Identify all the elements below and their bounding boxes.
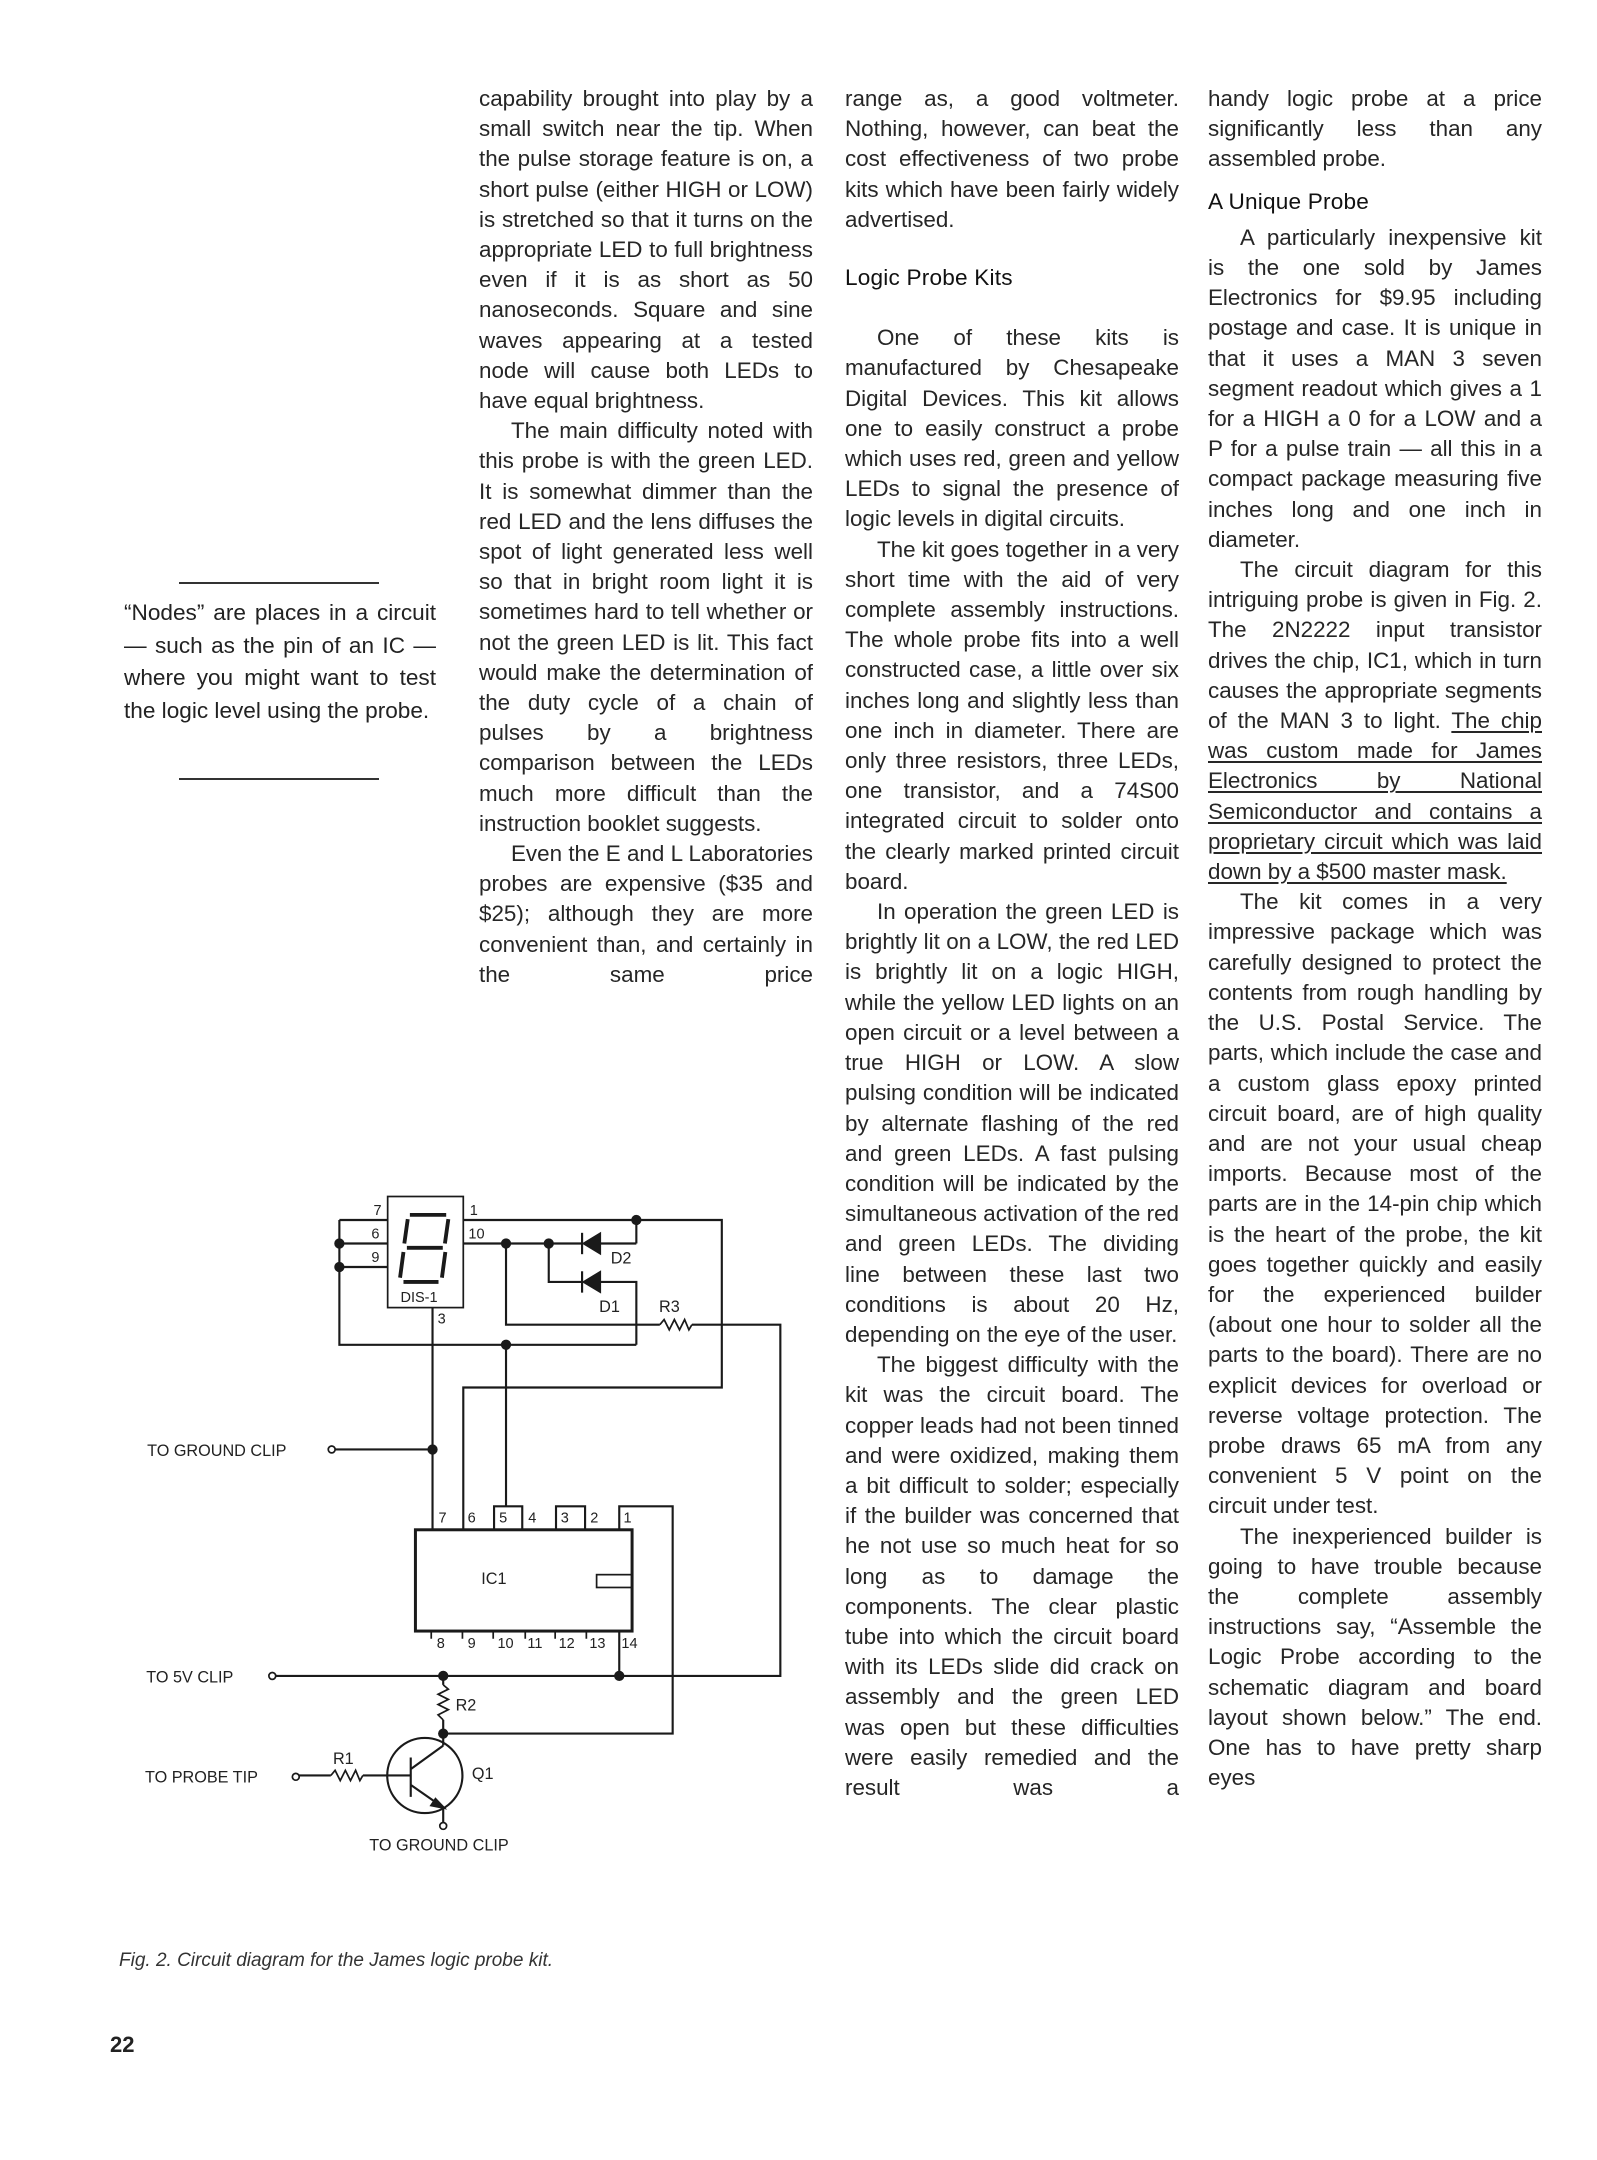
ground-clip-label: TO GROUND CLIP [369,1836,509,1855]
ic1-chip [415,1530,632,1631]
paragraph: range as, a good voltmeter. Nothing, however, can beat the cost effectiveness of two probe kits which have been fairly widely advertised. [845,86,1179,232]
figure-caption: Fig. 2. Circuit diagram for the James logic probe kit. [119,1950,554,1971]
section-heading: A Unique Probe [1208,188,1370,214]
paragraph: The inexperienced builder is going to have trouble because the complete assembly instructions say, “Assemble the Logic Probe according to the schematic diagram and board layout shown below.” The end. One has to have pretty sharp eyes [1208,1523,1542,1791]
ic-pin: 14 [621,1636,638,1653]
probe-tip-label: TO PROBE TIP [144,1768,258,1787]
pin-label: 9 [371,1249,380,1266]
text-column-2 [845,84,1179,1803]
pin-label: 6 [371,1226,380,1243]
ic-pin: 11 [527,1636,543,1653]
underlined-text: The chip was custom made for James Electronics by National Semiconductor and contains a proprietary circuit which was laid down by a $500 master mask. [1208,708,1542,885]
ic1-label: IC1 [481,1570,507,1589]
5v-clip-label: TO 5V CLIP [146,1668,234,1687]
pin-label: 1 [469,1202,478,1219]
pull-quote: “Nodes” are places in a circuit — such as the pin of an IC — where you might want to test the logic level using the probe. [124,600,436,723]
paragraph [1208,555,1542,887]
junction-dots [334,1215,641,1739]
paragraph: Even the E and L Laboratories probes are expensive ($35 and $25); although they are more convenient than, and certainly in the same price [479,841,813,987]
resistor-r2 [438,1685,448,1720]
ic-pin: 8 [436,1636,445,1653]
r1-label: R1 [332,1749,354,1768]
resistor-r1 [331,1770,363,1780]
r3-label: R3 [658,1297,680,1316]
paragraph: The main difficulty noted with this probe is with the green LED. It is somewhat dimmer than the red LED and the lens diffuses the spot of light generated less well so that in bright room light it is sometimes hard to tell whether or not the green LED is lit. This fact would make the determination of the duty cycle of a chain of pulses by a brightness comparison between the LEDs much more difficult than the instruction booklet suggests. [479,418,813,836]
circuit-diagram [130,1190,800,1920]
ic-pin: 6 [467,1510,476,1527]
pin-label: 10 [468,1226,485,1243]
paragraph: capability brought into play by a small switch near the tip. When the pulse storage feature is on, a short pulse (either HIGH or LOW) is stretched so that it turns on the appropriate LED to full brightness even if it is as short as 50 nanoseconds. Square and sine waves appearing at a tested node will cause both LEDs to have equal brightness. [479,86,813,414]
q1-label: Q1 [471,1764,494,1783]
ic-pin: 9 [467,1636,476,1653]
text-column-3 [1208,84,1542,1793]
pin-label: 3 [437,1311,446,1328]
pull-quote-top-rule [179,582,379,584]
ic-pin: 13 [589,1636,606,1653]
paragraph: In operation the green LED is brightly lit on a LOW, the red LED is brightly lit on a logic HIGH, while the yellow LED lights on an open circuit or a level between a true HIGH or LOW. A slow pulsing condition will be indicated by alternate flashing of the red and green LEDs. A fast pulsing condition will be indicated by the simultaneous activation of the red and green LEDs. The dividing line between these last two conditions is about 20 Hz, depending on the eye of the user. [845,899,1179,1347]
pin-label: 7 [373,1202,382,1219]
text-column-1 [479,84,813,990]
wires [275,1220,780,1822]
paragraph: One of these kits is manufactured by Chesapeake Digital Devices. This kit allows one to easily construct a probe which uses red, green and yellow LEDs to signal the presence of logic levels in digital circuits. [845,325,1179,532]
display-label: DIS-1 [400,1290,438,1307]
paragraph-text: The circuit diagram for this intriguing probe is given in Fig. 2. The 2N2222 input transistor drives the chip, IC1, which in turn causes the appropriate segments of the MAN 3 to light. [1208,557,1542,734]
resistor-r3 [660,1320,692,1330]
diode-d2 [582,1233,600,1254]
d1-label: D1 [599,1297,620,1316]
ic-pin: 5 [499,1510,508,1527]
section-heading: Logic Probe Kits [845,265,1013,291]
ic-pin: 4 [528,1510,537,1527]
ic-pin: 12 [558,1636,575,1653]
paragraph: handy logic probe at a price significantly less than any assembled probe. [1208,86,1542,172]
ic1-notch [597,1575,632,1588]
ic-pin: 3 [560,1510,569,1527]
ic-pin: 2 [590,1510,599,1527]
r2-label: R2 [455,1696,477,1715]
paragraph: The kit goes together in a very short time with the aid of very complete assembly instructions. The whole probe fits into a well constructed case, a little over six inches long and slightly less than one inch in diameter. There are only three resistors, three LEDs, one transistor, and a 74S00 integrated circuit to solder onto the clearly marked printed circuit board. [845,536,1179,894]
paragraph: The biggest difficulty with the kit was the circuit board. The copper leads had not been tinned and were oxidized, making them a bit difficult to solder; especially if the builder was concerned that he not use so much heat for so long as to damage the components. The clear plastic tube into which the circuit board with its LEDs slide did crack on assembly and the green LED was open but these difficulties were easily remedied and the result was a [845,1352,1179,1800]
diode-d1 [582,1271,600,1292]
page-number: 22 [110,2032,135,2057]
terminals [269,1446,447,1829]
seven-segment-digit [400,1215,448,1282]
d2-label: D2 [610,1249,632,1268]
ic-pin: 1 [623,1510,632,1527]
paragraph: A particularly inexpensive kit is the one sold by James Electronics for $9.95 including postage and case. It is unique in that it uses a MAN 3 seven segment readout which gives a 1 for a HIGH a 0 for a LOW and a P for a pulse train — all this in a compact package measuring five inches long and one inch in diameter. [1208,224,1542,552]
paragraph: The kit comes in a very impressive package which was carefully designed to protect the contents from rough handling by the U.S. Postal Service. The parts, which include the case and a custom glass epoxy printed circuit board, are of high quality and are not your usual cheap imports. Because most of the parts are in the 14-pin chip which is the heart of the probe, the kit goes together quickly and easily for the experienced builder (about one hour to solder all the parts to the board). There are no explicit devices for overload or reverse voltage protection. The probe draws 65 mA from any convenient 5 V point on the circuit under test. [1208,889,1542,1519]
ic-pin: 7 [438,1510,447,1527]
ic-pin: 10 [497,1636,514,1653]
ground-clip-label: TO GROUND CLIP [147,1441,287,1460]
pull-quote-bottom-rule [179,778,379,780]
